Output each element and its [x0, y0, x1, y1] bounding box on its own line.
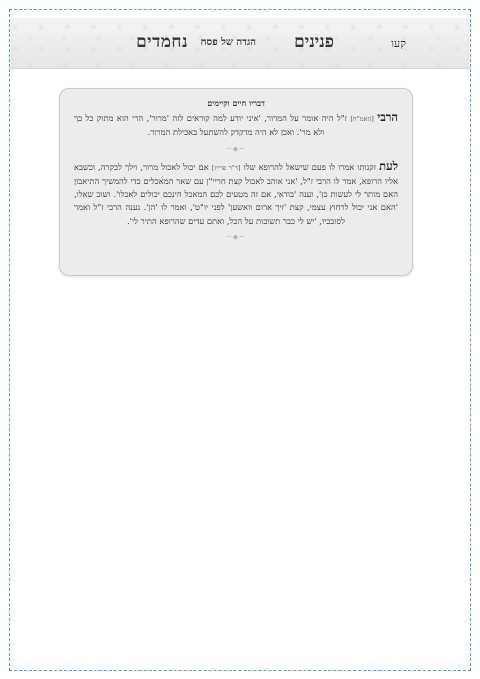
paragraph-1-note: [האמ"ח] — [350, 115, 374, 123]
article-box — [59, 88, 413, 276]
paragraph-1-text: ז"ל היה אומר על המרור, 'איני יודע למה קוראים לזה 'מרור', הרי הוא מתוק כל כך ולא מר'. ואכן לא היה מדקדק להשתעל באכילת המרור. — [74, 113, 347, 138]
running-header — [10, 18, 470, 69]
ornament-divider-bottom-icon: ~◆~ — [225, 233, 247, 242]
paragraph-1 — [74, 111, 398, 140]
series-name: נחמדים — [136, 32, 188, 52]
paragraph-2-lead-word: לעת — [379, 158, 399, 173]
paragraph-2 — [74, 160, 398, 228]
paragraph-2-note: [ד"ר פרייז] — [211, 163, 241, 172]
paragraph-2-text-a: זקנותו אמרו לו פעם שישאל להרופא שלו — [243, 161, 377, 172]
book-title: הגדה של פסח — [200, 37, 256, 48]
paragraph-1-lead-word: הרבי — [377, 110, 399, 124]
paragraph-2-text-b: אם יכול לאכול מרור, וילך לבקרה, וכשבא אליו הרופא, אמר לו הרבי ז"ל, 'אני אוהב לאכול קצת חריי"ן עם שאר המאכלים כדי להמשיך התיאבון האם מותר לי לעשות כן', וענה 'בודאי, אם זה מטעים לכם המאכל הינכם יכולים לאכלו'. ושוב שאלו, 'האם אני יכול לרחוץ עצמי, קצת 'זיך ארום וואשען' לפני יו"ט', ואמר לו 'הן'. נענה הרבי ז"ל ואמר לסובביו, 'יש לי כבר תשובות על הכל, ואתם עדים שהרופא התיר לי'. — [74, 161, 398, 226]
ornament-divider-icon: ~◆~ — [225, 144, 247, 153]
section-name: פנינים — [294, 32, 334, 52]
page-number: קעו — [391, 37, 406, 50]
article-heading: דבריו חיים וקיימים — [207, 98, 265, 108]
